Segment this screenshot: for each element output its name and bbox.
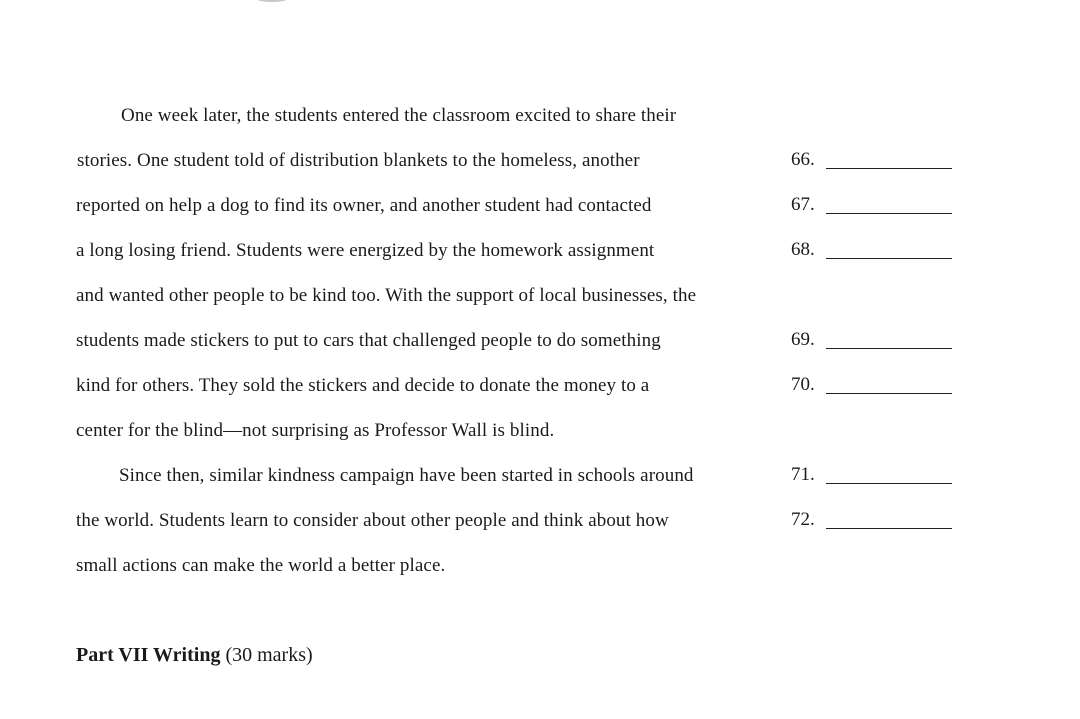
passage-line: center for the blind—not surprising as Professor Wall is blind. xyxy=(76,420,555,441)
answer-number: 71. xyxy=(791,464,815,485)
answer-number: 66. xyxy=(791,149,815,170)
answer-blank[interactable] xyxy=(826,258,952,259)
section-marks: (30 marks) xyxy=(225,644,313,666)
answer-number: 67. xyxy=(791,194,815,215)
answer-blank[interactable] xyxy=(826,528,952,529)
passage-line: One week later, the students entered the classroom excited to share their xyxy=(121,105,677,126)
answer-blank[interactable] xyxy=(826,348,952,349)
answer-item-69 xyxy=(791,328,825,352)
answer-blank[interactable] xyxy=(826,168,952,169)
answer-number: 70. xyxy=(791,374,815,395)
answer-blank[interactable] xyxy=(826,393,952,394)
answer-number: 72. xyxy=(791,509,815,530)
passage-line: reported on help a dog to find its owner, and another student had contacted xyxy=(76,195,652,216)
answer-item-67 xyxy=(791,193,825,217)
passage-line: the world. Students learn to consider about other people and think about how xyxy=(76,510,669,531)
passage-line: kind for others. They sold the stickers and decide to donate the money to a xyxy=(76,375,650,396)
answer-item-66 xyxy=(791,148,825,172)
answer-item-71 xyxy=(791,463,825,487)
top-page-mark xyxy=(255,0,289,2)
passage-line: and wanted other people to be kind too. With the support of local businesses, the xyxy=(76,285,697,306)
passage-line: a long losing friend. Students were energized by the homework assignment xyxy=(76,240,655,261)
answer-blank[interactable] xyxy=(826,483,952,484)
section-heading xyxy=(76,643,313,667)
answer-blank[interactable] xyxy=(826,213,952,214)
answer-number: 68. xyxy=(791,239,815,260)
passage-line: small actions can make the world a better place. xyxy=(76,555,446,576)
answer-item-72 xyxy=(791,508,825,532)
answer-item-70 xyxy=(791,373,825,397)
passage-line: stories. One student told of distribution blankets to the homeless, another xyxy=(77,150,640,171)
passage-line: students made stickers to put to cars that challenged people to do something xyxy=(76,330,661,351)
answer-number: 69. xyxy=(791,329,815,350)
passage-line: Since then, similar kindness campaign have been started in schools around xyxy=(119,465,694,486)
answer-item-68 xyxy=(791,238,825,262)
section-title: Part VII Writing xyxy=(76,644,221,666)
